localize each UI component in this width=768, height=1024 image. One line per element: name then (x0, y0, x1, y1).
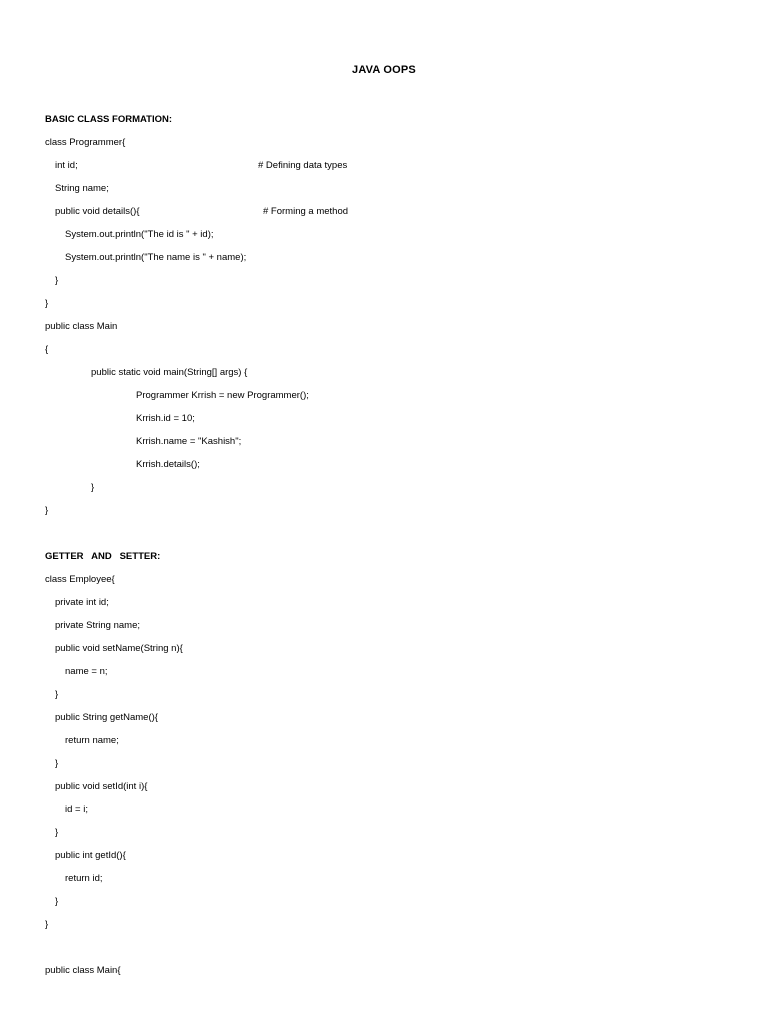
section-heading: GETTER AND SETTER: (45, 551, 161, 562)
code-line: public String getName(){ (55, 712, 158, 723)
code-comment: # Forming a method (263, 206, 349, 217)
code-line: } (55, 827, 59, 838)
page-title: JAVA OOPS (352, 64, 416, 76)
code-line: System.out.println("The id is " + id); (65, 229, 214, 240)
code-line: public void details(){ (55, 206, 140, 217)
code-line: } (55, 689, 59, 700)
code-line: name = n; (65, 666, 108, 677)
code-line: public class Main{ (45, 965, 121, 976)
code-line: Krrish.name = "Kashish"; (136, 436, 242, 447)
code-line: String name; (55, 183, 109, 194)
code-line: } (91, 482, 95, 493)
code-line: } (45, 919, 49, 930)
code-line: public void setName(String n){ (55, 643, 183, 654)
code-line: Krrish.id = 10; (136, 413, 195, 424)
code-line: return id; (65, 873, 103, 884)
code-line: Programmer Krrish = new Programmer(); (136, 390, 309, 401)
code-line: System.out.println("The name is " + name); (65, 252, 247, 263)
code-line: class Programmer{ (45, 137, 126, 148)
code-line: } (55, 896, 59, 907)
code-line: public void setId(int i){ (55, 781, 148, 792)
code-line: int id; (55, 160, 78, 171)
code-line: id = i; (65, 804, 88, 815)
section-heading: BASIC CLASS FORMATION: (45, 114, 173, 125)
code-line: return name; (65, 735, 119, 746)
code-line: } (45, 505, 49, 516)
code-line: { (45, 344, 49, 355)
code-comment: # Defining data types (258, 160, 348, 171)
code-line: } (45, 298, 49, 309)
code-line: public int getId(){ (55, 850, 126, 861)
code-line: class Employee{ (45, 574, 115, 585)
code-line: public static void main(String[] args) { (91, 367, 248, 378)
code-line: } (55, 758, 59, 769)
code-line: } (55, 275, 59, 286)
code-line: private int id; (55, 597, 109, 608)
code-line: private String name; (55, 620, 141, 631)
code-line: Krrish.details(); (136, 459, 200, 470)
code-line: public class Main (45, 321, 118, 332)
